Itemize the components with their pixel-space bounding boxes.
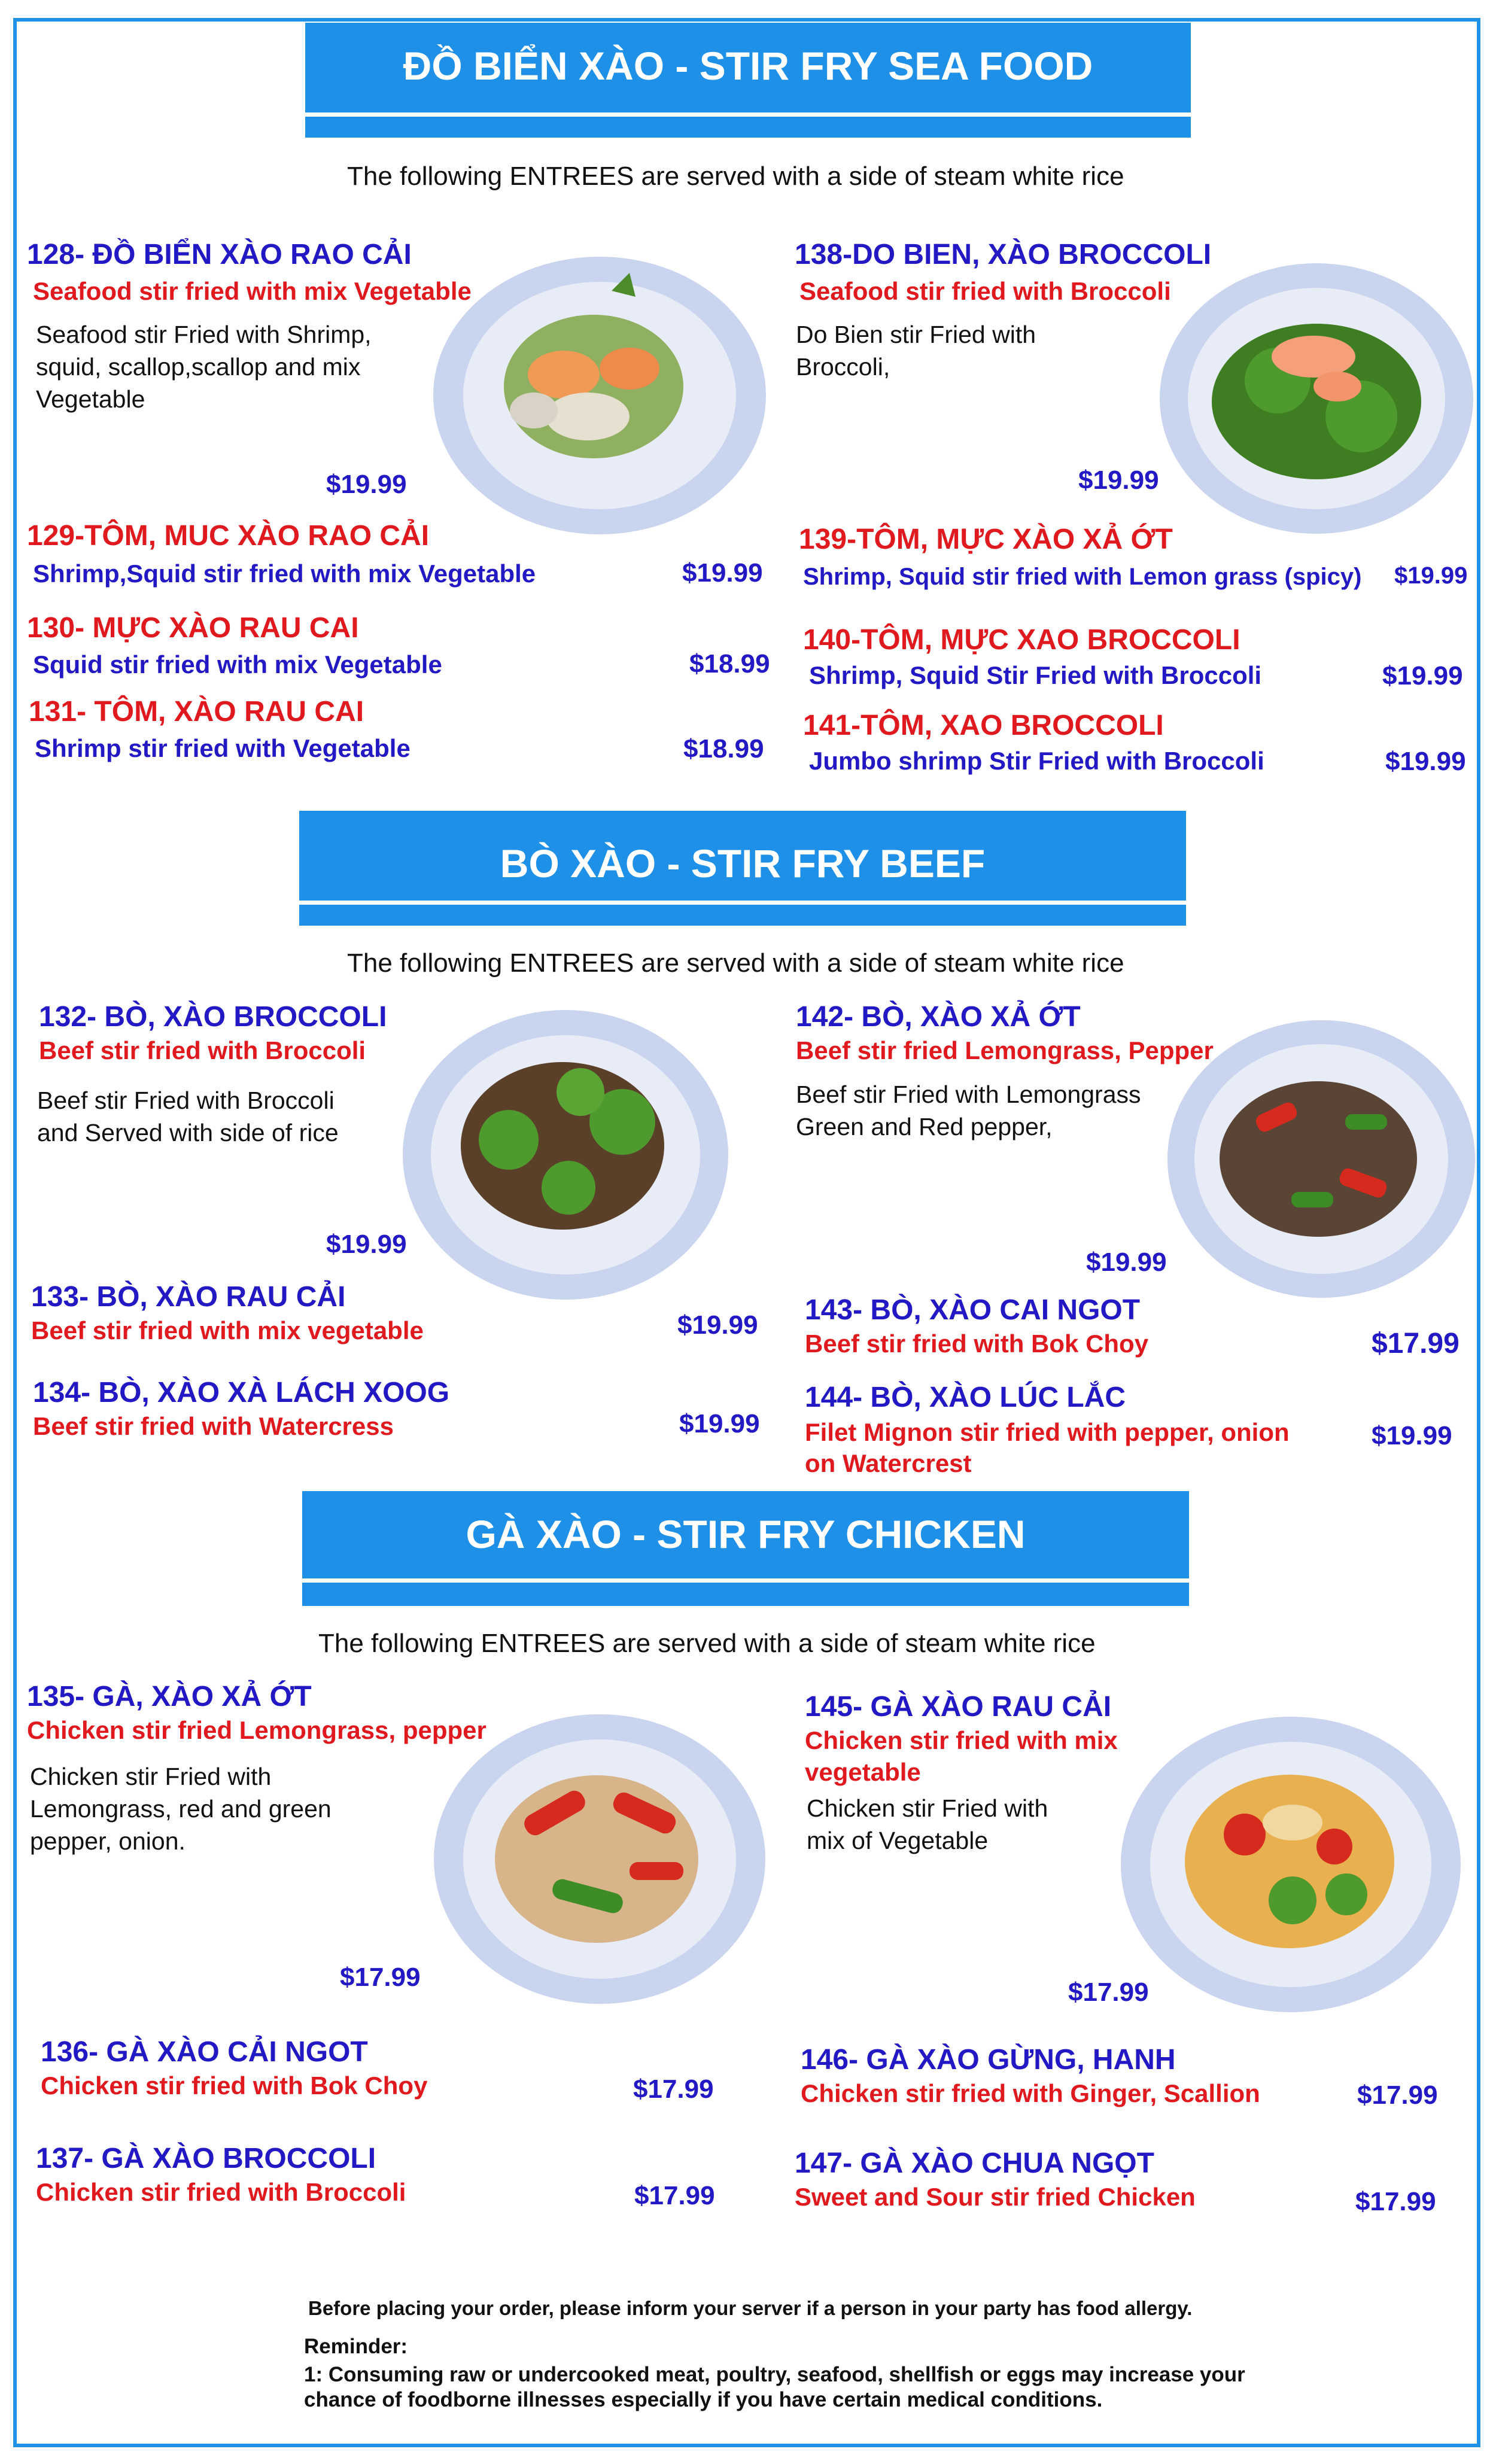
item-130-price: $18.99 — [689, 649, 770, 679]
item-142-price: $19.99 — [1086, 1248, 1167, 1277]
item-134-price: $19.99 — [679, 1409, 760, 1438]
item-145-en: Chicken stir fried with mix — [805, 1726, 1118, 1754]
item-143-name: 143- BÒ, XÀO CAI NGOT — [805, 1294, 1141, 1326]
item-139-name: 139-TÔM, MỰC XÀO XẢ ỚT — [799, 524, 1173, 555]
item-131-en: Shrimp stir fried with Vegetable — [35, 734, 411, 762]
item-134-en: Beef stir fried with Watercress — [33, 1412, 394, 1440]
item-128-name: 128- ĐỒ BIỂN XÀO RAO CẢI — [27, 239, 412, 270]
item-144-price: $19.99 — [1372, 1421, 1452, 1450]
chicken-title: GÀ XÀO - STIR FRY CHICKEN — [466, 1512, 1026, 1556]
chicken-lemongrass-plate-image — [432, 1712, 767, 2006]
item-138-name: 138-DO BIEN, XÀO BROCCOLI — [795, 239, 1212, 270]
chicken-vegetable-plate-image — [1119, 1715, 1463, 2014]
item-141-name: 141-TÔM, XAO BROCCOLI — [803, 710, 1164, 741]
item-144-name: 144- BÒ, XÀO LÚC LẮC — [805, 1382, 1126, 1413]
item-140-name: 140-TÔM, MỰC XAO BROCCOLI — [803, 624, 1240, 656]
item-147-en: Sweet and Sour stir fried Chicken — [795, 2183, 1196, 2211]
item-128-en: Seafood stir fried with mix Vegetable — [33, 277, 472, 305]
item-129-en: Shrimp,Squid stir fried with mix Vegetable — [33, 559, 536, 588]
item-141-en: Jumbo shrimp Stir Fried with Broccoli — [809, 747, 1264, 775]
item-132-desc: Beef stir Fried with Broccoli and Served with side of rice — [37, 1087, 339, 1146]
item-131-name: 131- TÔM, XÀO RAU CAI — [29, 696, 364, 728]
item-138-en: Seafood stir fried with Broccoli — [799, 277, 1171, 305]
seafood-banner — [305, 23, 1191, 138]
beef-banner — [299, 811, 1186, 926]
item-137-price: $17.99 — [634, 2181, 715, 2210]
item-145-price: $17.99 — [1068, 1978, 1149, 2007]
item-132-en: Beef stir fried with Broccoli — [39, 1036, 366, 1064]
item-145-en-line2: vegetable — [805, 1758, 921, 1786]
seafood-broccoli-plate-image — [1158, 261, 1475, 536]
item-128-desc: Seafood stir Fried with Shrimp, squid, scallop,scallop and mix Vegetable — [36, 321, 372, 413]
item-145-name: 145- GÀ XÀO RAU CẢI — [805, 1691, 1112, 1723]
item-139-price: $19.99 — [1394, 562, 1468, 589]
seafood-title: ĐỒ BIỂN XÀO - STIR FRY SEA FOOD — [403, 44, 1093, 88]
item-138-price: $19.99 — [1078, 466, 1159, 495]
item-138-desc: Do Bien stir Fried with Broccoli, — [796, 321, 1036, 381]
item-136-name: 136- GÀ XÀO CẢI NGOT — [41, 2036, 368, 2068]
item-144-en: Filet Mignon stir fried with pepper, onion — [805, 1418, 1290, 1446]
item-137-name: 137- GÀ XÀO BROCCOLI — [36, 2143, 376, 2174]
reminder-label: Reminder: — [304, 2335, 408, 2358]
item-142-desc: Beef stir Fried with Lemongrass Green and Red pepper, — [796, 1081, 1141, 1140]
item-144-en-line2: on Watercrest — [805, 1449, 972, 1477]
item-136-price: $17.99 — [633, 2074, 714, 2104]
item-142-name: 142- BÒ, XÀO XẢ ỚT — [796, 1001, 1081, 1033]
item-147-price: $17.99 — [1355, 2187, 1436, 2216]
item-135-desc: Chicken stir Fried with Lemongrass, red and green pepper, onion. — [30, 1763, 332, 1855]
beef-subtitle: The following ENTREES are served with a side of steam white rice — [347, 948, 1124, 978]
item-133-en: Beef stir fried with mix vegetable — [31, 1316, 424, 1344]
item-143-en: Beef stir fried with Bok Choy — [805, 1330, 1149, 1358]
item-135-name: 135- GÀ, XÀO XẢ ỚT — [27, 1681, 312, 1712]
item-146-price: $17.99 — [1357, 2080, 1438, 2110]
beef-title: BÒ XÀO - STIR FRY BEEF — [500, 841, 986, 886]
item-132-price: $19.99 — [326, 1230, 407, 1259]
reminder-text: 1: Consuming raw or undercooked meat, poultry, seafood, shellfish or eggs may increase your chance of foodborne illnesses especially if you have certain medical conditions. — [304, 2363, 1245, 2411]
item-141-price: $19.99 — [1385, 747, 1466, 776]
item-139-en: Shrimp, Squid stir fried with Lemon grass (spicy) — [803, 564, 1362, 590]
item-130-en: Squid stir fried with mix Vegetable — [33, 650, 442, 679]
item-145-desc: Chicken stir Fried with mix of Vegetable — [807, 1794, 1048, 1854]
item-140-en: Shrimp, Squid Stir Fried with Broccoli — [809, 661, 1262, 689]
item-140-price: $19.99 — [1382, 661, 1463, 690]
item-143-price: $17.99 — [1372, 1328, 1459, 1359]
seafood-vegetable-plate-image — [432, 255, 767, 536]
item-134-name: 134- BÒ, XÀO XÀ LÁCH XOOG — [33, 1377, 450, 1409]
item-146-en: Chicken stir fried with Ginger, Scallion — [801, 2079, 1260, 2107]
item-135-price: $17.99 — [340, 1963, 421, 1992]
item-136-en: Chicken stir fried with Bok Choy — [41, 2071, 428, 2100]
item-131-price: $18.99 — [683, 734, 764, 763]
item-129-price: $19.99 — [682, 558, 763, 588]
chicken-subtitle: The following ENTREES are served with a side of steam white rice — [318, 1629, 1096, 1658]
allergy-notice: Before placing your order, please inform your server if a person in your party has food allergy. — [308, 2297, 1193, 2319]
item-137-en: Chicken stir fried with Broccoli — [36, 2178, 406, 2206]
item-142-en: Beef stir fried Lemongrass, Pepper — [796, 1036, 1214, 1064]
item-128-price: $19.99 — [326, 470, 407, 499]
beef-broccoli-plate-image — [401, 1008, 730, 1301]
beef-lemongrass-plate-image — [1166, 1018, 1477, 1300]
item-147-name: 147- GÀ XÀO CHUA NGỌT — [795, 2147, 1154, 2179]
item-133-price: $19.99 — [677, 1310, 758, 1340]
item-146-name: 146- GÀ XÀO GỪNG, HANH — [801, 2044, 1176, 2076]
seafood-subtitle: The following ENTREES are served with a side of steam white rice — [347, 162, 1124, 191]
item-132-name: 132- BÒ, XÀO BROCCOLI — [39, 1001, 387, 1033]
chicken-banner — [302, 1491, 1189, 1606]
item-129-name: 129-TÔM, MUC XÀO RAO CẢI — [27, 520, 430, 552]
item-130-name: 130- MỰC XÀO RAU CAI — [27, 612, 359, 644]
item-135-en: Chicken stir fried Lemongrass, pepper — [27, 1716, 486, 1744]
item-133-name: 133- BÒ, XÀO RAU CẢI — [31, 1281, 346, 1313]
